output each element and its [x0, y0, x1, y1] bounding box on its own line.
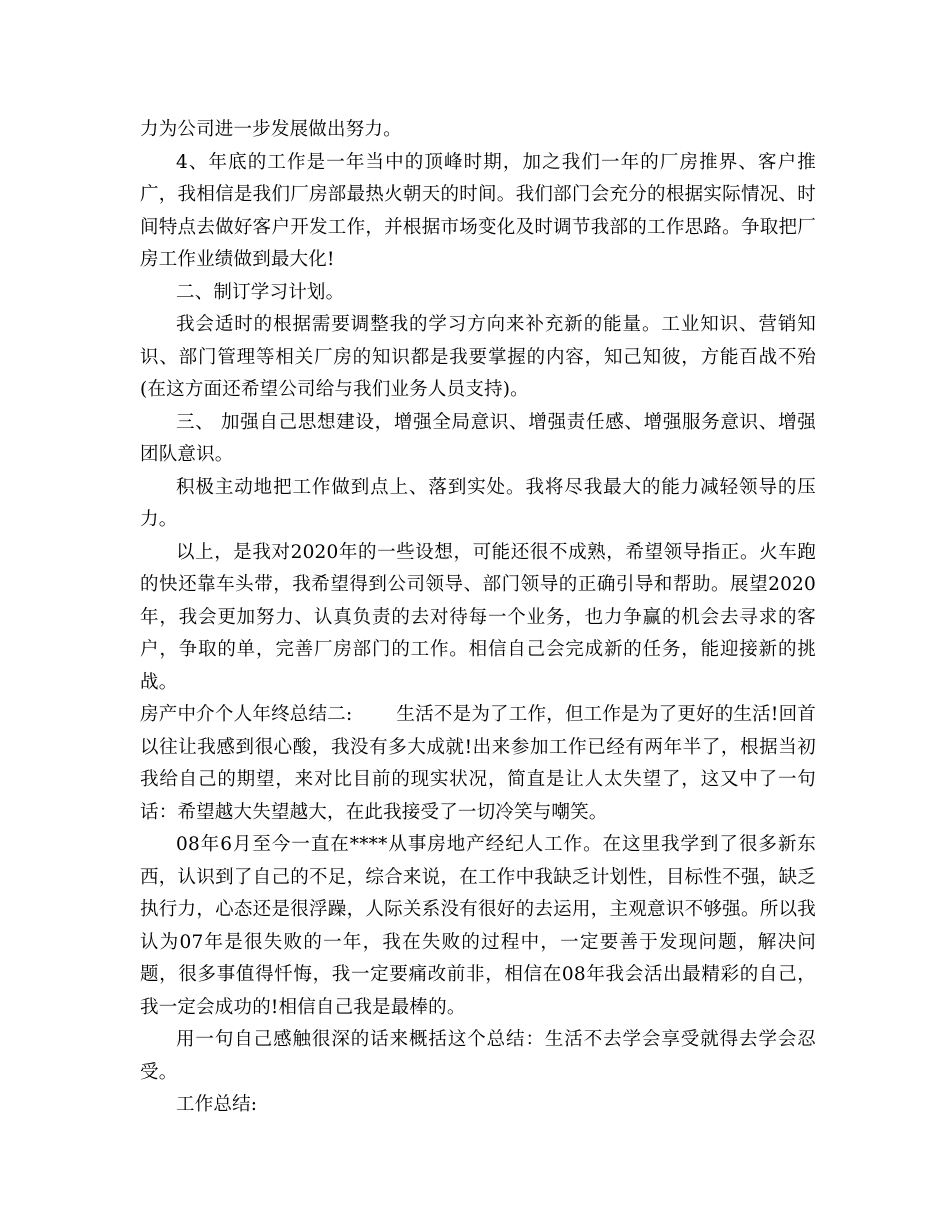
paragraph: 用一句自己感触很深的话来概括这个总结：生活不去学会享受就得去学会忍受。 — [140, 1029, 816, 1083]
paragraph: 积极主动地把工作做到点上、落到实处。我将尽我最大的能力减轻领导的压力。 — [140, 476, 816, 530]
paragraph: 4、年底的工作是一年当中的顶峰时期，加之我们一年的厂房推界、客户推广，我相信是我们厂房部最热火朝天的时间。我们部门会充分的根据实际情况、时间特点去做好客户开发工作，并根据市场变化及时调节我部的工作思路。争取把厂房工作业绩做到最大化! — [140, 151, 816, 270]
paragraph: 工作总结: — [176, 1094, 258, 1115]
document-body — [140, 114, 816, 1122]
section-heading: 二、制订学习计划。 — [176, 281, 345, 303]
summary-two-heading: 房产中介个人年终总结二: — [140, 704, 353, 725]
summary-two-text: 生活不是为了工作，但工作是为了更好的生活!回首以往让我感到很心酸，我没有多大成就!出来参加工作已经有两年半了，根据当初我给自己的期望，来对比目前的现实状况，简直是让人太失望了，这又中了一句话：希望越大失望越大，在此我接受了一切冷笑与嘲笑。 — [140, 704, 816, 823]
paragraph: 力为公司进一步发展做出努力。 — [140, 119, 402, 140]
summary-two-paragraph — [140, 699, 816, 829]
paragraph: 我会适时的根据需要调整我的学习方向来补充新的能量。工业知识、营销知识、部门管理等相关厂房的知识都是我要掌握的内容，知己知彼，方能百战不殆(在这方面还希望公司给与我们业务人员支持)。 — [140, 314, 816, 400]
paragraph: 08年6月至今一直在****从事房地产经纪人工作。在这里我学到了很多新东西，认识到了自己的不足，综合来说，在工作中我缺乏计划性，目标性不强，缺乏执行力，心态还是很浮躁，人际关系没有很好的去运用，主观意识不够强。所以我认为07年是很失败的一年，我在失败的过程中，一定要善于发现问题，解决问题，很多事值得忏悔，我一定要痛改前非，相信在08年我会活出最精彩的自己，我一定会成功的!相信自己我是最棒的。 — [140, 834, 816, 1018]
section-heading: 三、 加强自己思想建设，增强全局意识、增强责任感、增强服务意识、增强团队意识。 — [140, 411, 816, 465]
paragraph: 以上，是我对2020年的一些设想，可能还很不成熟，希望领导指正。火车跑的快还靠车头带，我希望得到公司领导、部门领导的正确引导和帮助。展望2020年，我会更加努力、认真负责的去对待每一个业务，也力争赢的机会去寻求的客户，争取的单，完善厂房部门的工作。相信自己会完成新的任务，能迎接新的挑战。 — [140, 541, 816, 693]
